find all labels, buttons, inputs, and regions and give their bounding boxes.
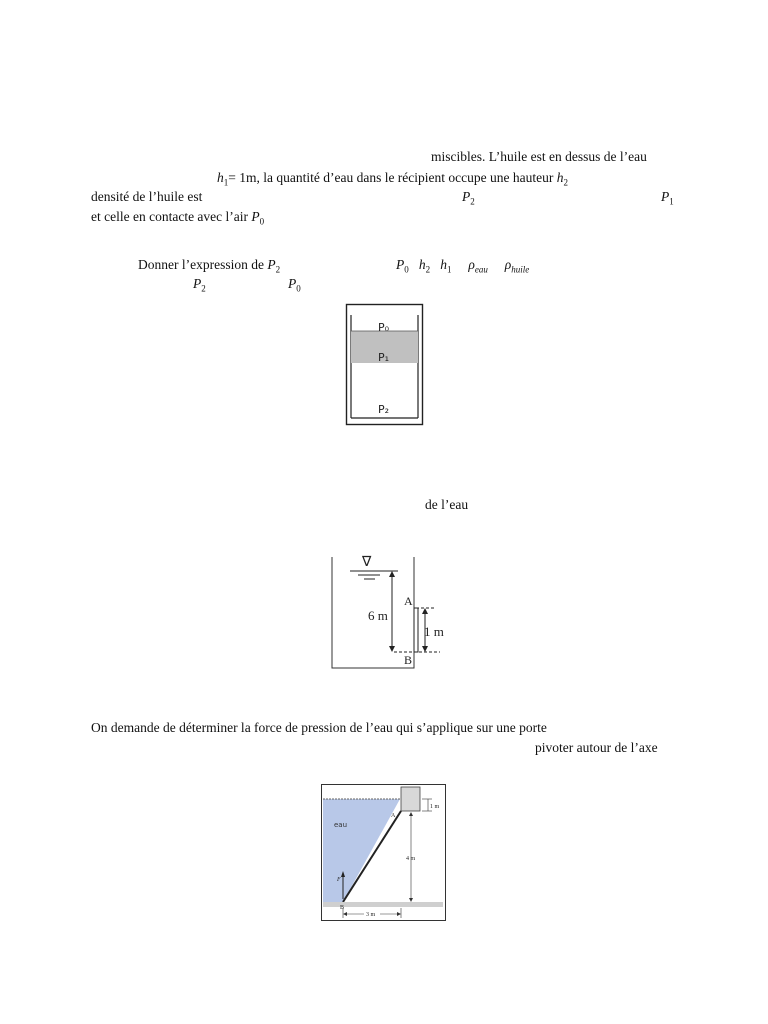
p2-symbol: P	[462, 189, 471, 204]
text-line-3a: densité de l’huile est	[91, 189, 203, 204]
p1-symbol: P	[661, 189, 670, 204]
force-label: F	[337, 877, 341, 883]
q-p0-symbol: P	[396, 257, 405, 272]
text-de-leau: de l’eau	[425, 497, 469, 512]
rho-eau-sub: eau	[474, 264, 488, 275]
h2-symbol: h	[556, 170, 564, 185]
text-line-1: miscibles. L’huile est en dessus de l’eau	[431, 149, 647, 164]
line-2-text: = 1m, la quantité d’eau dans le récipient occupe une hauteur	[228, 170, 554, 185]
q2-p2-symbol: P	[193, 276, 202, 291]
gate-label: 1 m	[424, 624, 444, 639]
dim-width-label: 3 m	[366, 912, 376, 918]
point-b: B	[404, 653, 413, 667]
q-p2-symbol: P	[267, 257, 276, 272]
text-line-4	[91, 209, 264, 230]
figure-container-oil-water	[340, 300, 430, 430]
h2-sub: 2	[563, 177, 568, 188]
q2-p2-sub: 2	[201, 283, 206, 294]
h1-symbol: h	[217, 170, 224, 185]
water-label: eau	[334, 821, 348, 829]
rho-huile-sub: huile	[511, 264, 530, 275]
fig1-label-p0: P₀	[378, 321, 390, 334]
dim-top-label: 1 m	[430, 804, 440, 810]
question-line-2-p0	[288, 276, 301, 297]
h1-sub: 1	[223, 177, 229, 188]
rho-huile-symbol: ρ	[504, 257, 512, 272]
text-line-2	[217, 170, 568, 191]
question-vars	[396, 257, 529, 278]
fig3-block	[401, 787, 420, 811]
fig1-label-p1: P₁	[378, 351, 390, 364]
q-h2-sub: 2	[425, 264, 431, 275]
q-p2-sub: 2	[275, 264, 281, 275]
q-h1-symbol: h	[440, 257, 447, 272]
figure-tank-gate	[328, 550, 448, 675]
surface-symbol: ∇	[362, 554, 372, 570]
fig3-point-b: B	[340, 905, 345, 911]
fig2-depth-arrow-bottom	[389, 646, 395, 652]
text-line-3-p2	[462, 189, 475, 210]
question-line-1	[138, 257, 280, 278]
line-4-text: et celle en contacte avec l’air	[91, 209, 249, 224]
rho-eau-symbol: ρ	[468, 257, 475, 272]
q2-p0-sub: 0	[296, 283, 301, 294]
fig3-point-a: A	[391, 813, 396, 819]
q-h1-sub: 1	[447, 264, 452, 275]
p0-symbol: P	[251, 209, 260, 224]
p1-sub: 1	[669, 196, 674, 207]
point-a: A	[404, 594, 413, 608]
fig2-gate-arrow-bottom	[422, 646, 428, 652]
fig2-depth-arrow-top	[389, 571, 395, 577]
question-text: Donner l’expression de	[138, 257, 264, 272]
gate	[414, 608, 418, 652]
p0-sub: 0	[259, 216, 265, 227]
figure-inclined-gate	[320, 783, 448, 923]
q-p0-sub: 0	[404, 264, 409, 275]
paragraph-3-line-2: pivoter autour de l’axe	[535, 740, 658, 755]
dim-height-label: 4 m	[406, 856, 416, 862]
q-h2-symbol: h	[418, 257, 426, 272]
fig1-label-p2: P₂	[378, 403, 390, 416]
q2-p0-symbol: P	[288, 276, 297, 291]
question-line-2-p2	[193, 276, 206, 297]
text-line-3-p1	[661, 189, 674, 210]
p2-sub: 2	[470, 196, 475, 207]
paragraph-3-line-1: On demande de déterminer la force de pression de l’eau qui s’applique sur une porte	[91, 720, 547, 735]
depth-label: 6 m	[368, 608, 388, 623]
fig2-gate-arrow-top	[422, 608, 428, 614]
